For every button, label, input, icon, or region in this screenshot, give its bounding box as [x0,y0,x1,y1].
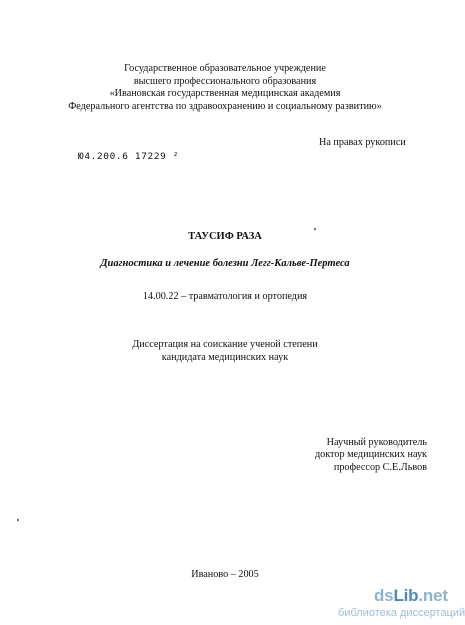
watermark-logo-part: Lib [393,586,419,605]
watermark-logo-part: ds [374,586,394,605]
library-stamp-code: Ю4.200.6 17229 ² [78,152,180,162]
specialty-code: 14.00.22 – травматология и ортопедия [142,291,308,302]
scan-speck [17,519,19,521]
dslib-watermark [338,586,465,622]
dissertation-title: Диагностика и лечение болезни Легг-Кальве-Пертеса [100,258,350,269]
scan-speck [314,228,316,230]
watermark-logo-part: .net [418,586,448,605]
institution-line: Государственное образовательное учреждение [124,63,326,74]
institution-header [0,63,450,113]
supervisor-block [295,437,427,474]
rights-note: На правах рукописи [319,137,406,148]
author-name: ТАУСИФ РАЗА [188,231,262,242]
supervisor-line: доктор медицинских наук [314,449,427,461]
watermark-subtitle: библиотека диссертаций [338,607,465,619]
institution-line: «Ивановская государственная медицинская академия [109,88,341,100]
institution-line: высшего профессионального образования [133,75,317,87]
degree-line: кандидата медицинских наук [161,351,289,363]
institution-line: Федерального агентства по здравоохранению и социальному развитию» [68,100,382,112]
supervisor-line: профессор С.Е.Львов [333,461,427,473]
watermark-logo [374,586,448,606]
degree-line: Диссертация на соискание ученой степени [132,339,318,350]
city-year: Иваново – 2005 [191,569,259,580]
supervisor-line: Научный руководитель [326,437,427,448]
degree-statement [0,339,450,364]
